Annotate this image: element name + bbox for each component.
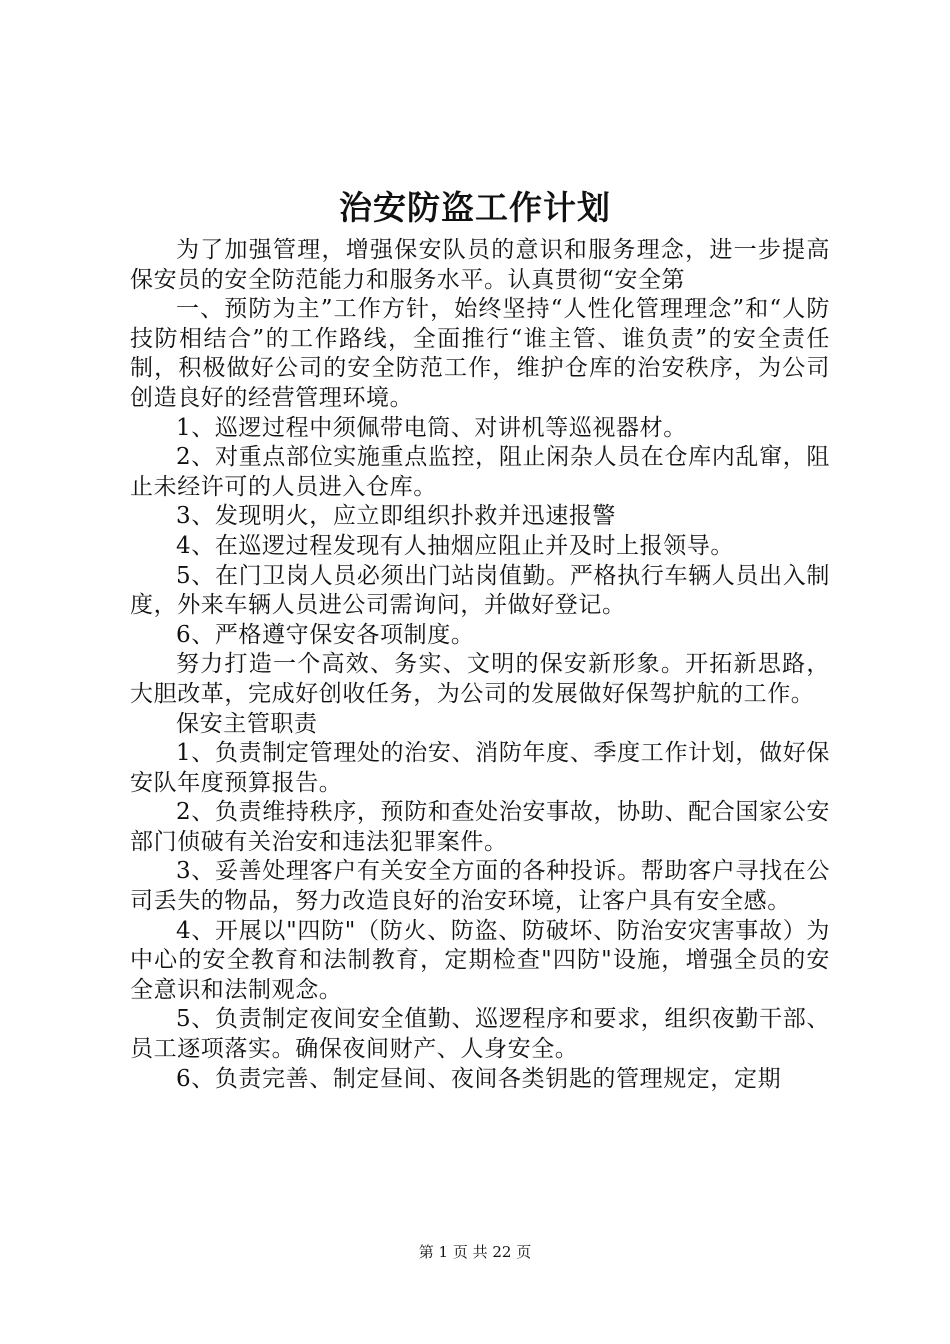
paragraph: 1、巡逻过程中须佩带电筒、对讲机等巡视器材。 (176, 414, 687, 441)
paragraph: 为了加强管理，增强保安队员的意识和服务理念，进一步提高保安员的安全防范能力和服务水平。认真贯彻“安全第 (130, 237, 830, 293)
paragraph: 3、妥善处理客户有关安全方面的各种投诉。帮助客户寻找在公司丢失的物品，努力改造良好的治安环境，让客户具有安全感。 (130, 858, 830, 915)
section-heading: 保安主管职责 (176, 710, 318, 737)
paragraph: 努力打造一个高效、务实、文明的保安新形象。开拓新思路，大胆改革，完成好创收任务，为公司的发展做好保驾护航的工作。 (130, 651, 830, 707)
paragraph: 1、负责制定管理处的治安、消防年度、季度工作计划，做好保安队年度预算报告。 (130, 740, 830, 796)
paragraph: 6、严格遵守保安各项制度。 (176, 621, 475, 648)
paragraph: 4、在巡逻过程发现有人抽烟应阻止并及时上报领导。 (176, 532, 735, 559)
paragraph: 6、负责完善、制定昼间、夜间各类钥匙的管理规定，定期 (176, 1065, 782, 1092)
page-number-footer: 第 1 页 共 22 页 (418, 1243, 532, 1261)
paragraph: 2、负责维持秩序，预防和查处治安事故，协助、配合国家公安部门侦破有关治安和违法犯罪案件。 (130, 799, 830, 855)
paragraph: 3、发现明火，应立即组织扑救并迅速报警 (176, 503, 617, 530)
paragraph: 一、预防为主”工作方针，始终坚持“人性化管理理念”和“人防技防相结合”的工作路线，全面推行“谁主管、谁负责”的安全责任制，积极做好公司的安全防范工作，维护仓库的治安秩序，为公司创造良好的经营管理环境。 (130, 296, 830, 411)
paragraph: 2、对重点部位实施重点监控，阻止闲杂人员在仓库内乱窜，阻止未经许可的人员进入仓库。 (130, 444, 830, 500)
document-body (130, 236, 830, 1094)
paragraph: 5、在门卫岗人员必须出门站岗值勤。严格执行车辆人员出入制度，外来车辆人员进公司需询问，并做好登记。 (130, 562, 830, 619)
paragraph: 5、负责制定夜间安全值勤、巡逻程序和要求，组织夜勤干部、员工逐项落实。确保夜间财产、人身安全。 (130, 1006, 830, 1063)
paragraph: 4、开展以"四防"（防火、防盗、防破坏、防治安灾害事故）为中心的安全教育和法制教育，定期检查"四防"设施，增强全员的安全意识和法制观念。 (130, 917, 830, 1003)
document-title: 治安防盗工作计划 (339, 188, 611, 227)
